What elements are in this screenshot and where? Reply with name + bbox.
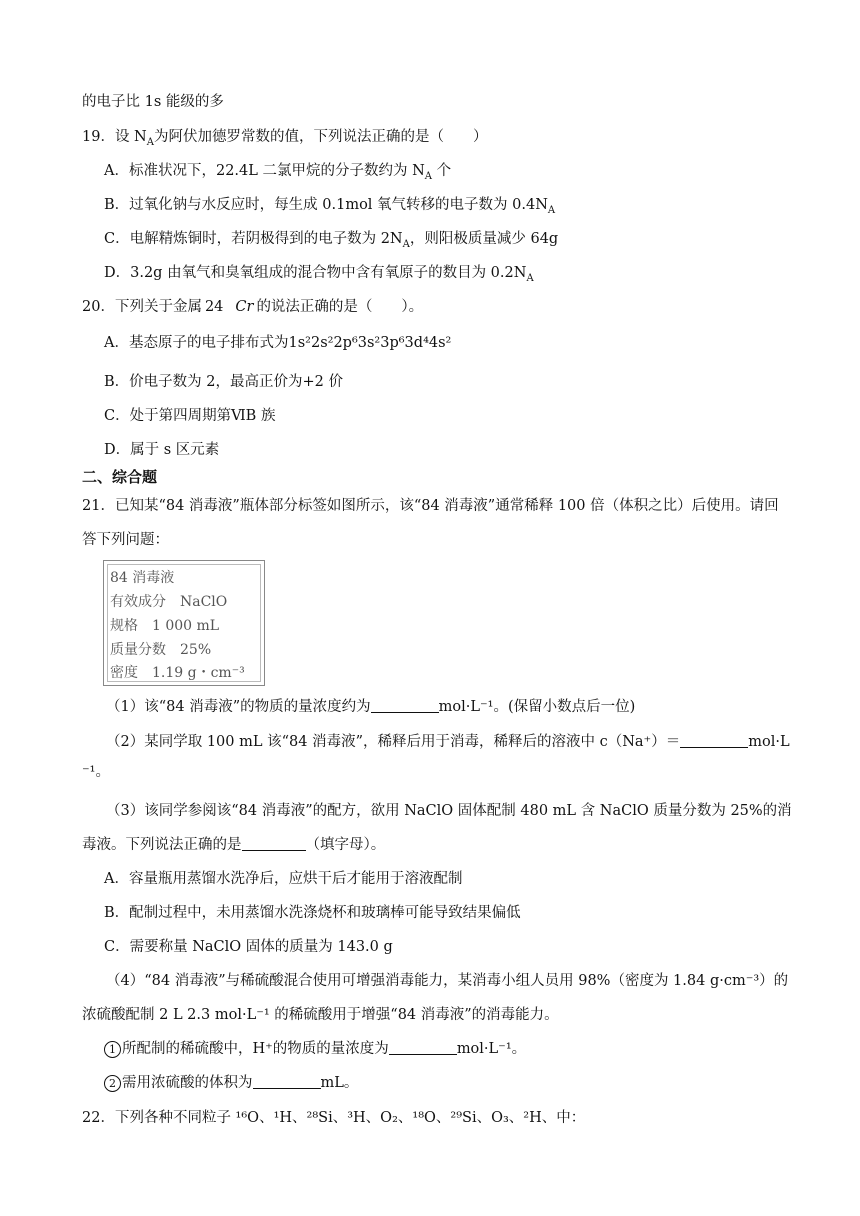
q21-stem-line2: 答下列问题： bbox=[82, 532, 169, 548]
q21-part3-option-b: B．配制过程中，未用蒸馏水洗涤烧杯和玻璃棒可能导致结果偏低 bbox=[104, 905, 521, 921]
q20-stem: 20．下列关于金属 24 Cr 的说法正确的是（ ）。 bbox=[82, 299, 424, 315]
q21-part2-cont: ⁻¹。 bbox=[82, 764, 110, 780]
answer-blank[interactable] bbox=[253, 1074, 321, 1089]
label-row-volume: 规格 1 000 mL bbox=[110, 618, 220, 634]
q21-stem-line1: 21．已知某“84 消毒液”瓶体部分标签如图所示，该“84 消毒液”通常稀释 100 倍（体积之比）后使用。请回 bbox=[82, 498, 779, 514]
q19-option-b: B．过氧化钠与水反应时，每生成 0.1mol 氧气转移的电子数为 $0.4N_A$ bbox=[104, 197, 556, 216]
label-row-ingredient: 有效成分 NaClO bbox=[110, 594, 228, 610]
q21-part4: （4）“84 消毒液”与稀硫酸混合使用可增强消毒能力，某消毒小组人员用 98%（密度为 1.84 g·cm⁻³）的 bbox=[106, 973, 789, 989]
circled-number: 1 bbox=[104, 1041, 121, 1058]
q19-stem: 19．设 $N_A$为阿伏加德罗常数的值，下列说法正确的是（ ） bbox=[82, 129, 488, 148]
q19-option-a: A．标准状况下，22.4L 二氯甲烷的分子数约为 $N_A$ 个 bbox=[104, 163, 452, 182]
q21-part3-option-a: A．容量瓶用蒸馏水洗净后，应烘干后才能用于溶液配制 bbox=[104, 871, 463, 887]
q22-stem: 22．下列各种不同粒子 ¹⁶O、¹H、²⁸Si、³H、O₂、¹⁸O、²⁹Si、O₃、²H、中： bbox=[82, 1110, 586, 1126]
q21-part4-sub1: 1 所配制的稀硫酸中，H⁺的物质的量浓度为 mol·L⁻¹。 bbox=[104, 1039, 526, 1059]
disinfectant-label-image bbox=[103, 560, 265, 686]
q20-option-a: A．基态原子的电子排布式为1s²2s²2p⁶3s²3p⁶3d⁴4s² bbox=[104, 335, 452, 351]
q21-part2: （2）某同学取 100 mL 该“84 消毒液”，稀释后用于消毒，稀释后的溶液中 c（Na⁺）＝ mol·L bbox=[106, 734, 790, 750]
label-row-name: 84 消毒液 bbox=[110, 570, 175, 586]
q21-part3: （3）该同学参阅该“84 消毒液”的配方，欲用 NaClO 固体配制 480 mL 含 NaClO 质量分数为 25%的消 bbox=[106, 803, 792, 819]
label-row-density: 密度 1.19 g・cm⁻³ bbox=[110, 665, 245, 681]
continuation-line: 的电子比 1s 能级的多 bbox=[82, 94, 224, 110]
q21-part4-sub2: 2 需用浓硫酸的体积为 mL。 bbox=[104, 1073, 358, 1093]
label-row-mass-fraction: 质量分数 25% bbox=[110, 642, 212, 658]
circled-number: 2 bbox=[104, 1075, 121, 1092]
answer-blank[interactable] bbox=[242, 836, 306, 851]
q19-option-d: D．3.2g 由氧气和臭氧组成的混合物中含有氧原子的数目为 $0.2N_A$ bbox=[104, 265, 534, 284]
q21-part4-cont: 浓硫酸配制 2 L 2.3 mol·L⁻¹ 的稀硫酸用于增强“84 消毒液”的消毒能力。 bbox=[82, 1007, 559, 1023]
q20-option-d: D．属于 s 区元素 bbox=[104, 442, 220, 458]
q21-part1: （1）该“84 消毒液”的物质的量浓度约为 mol·L⁻¹。(保留小数点后一位) bbox=[106, 699, 636, 715]
q20-option-c: C．处于第四周期第ⅥB 族 bbox=[104, 408, 276, 424]
q20-option-b: B．价电子数为 2，最高正价为+2 价 bbox=[104, 374, 343, 390]
q21-part3-option-c: C．需要称量 NaClO 固体的质量为 143.0 g bbox=[104, 939, 393, 955]
answer-blank[interactable] bbox=[371, 698, 439, 713]
q21-part3-cont: 毒液。下列说法正确的是 （填字母）。 bbox=[82, 837, 386, 853]
q19-option-c: C．电解精炼铜时，若阴极得到的电子数为 $2N_A$，则阳极质量减少 64g bbox=[104, 231, 559, 250]
answer-blank[interactable] bbox=[680, 733, 748, 748]
answer-blank[interactable] bbox=[389, 1040, 457, 1055]
section-heading: 二、综合题 bbox=[82, 468, 158, 486]
